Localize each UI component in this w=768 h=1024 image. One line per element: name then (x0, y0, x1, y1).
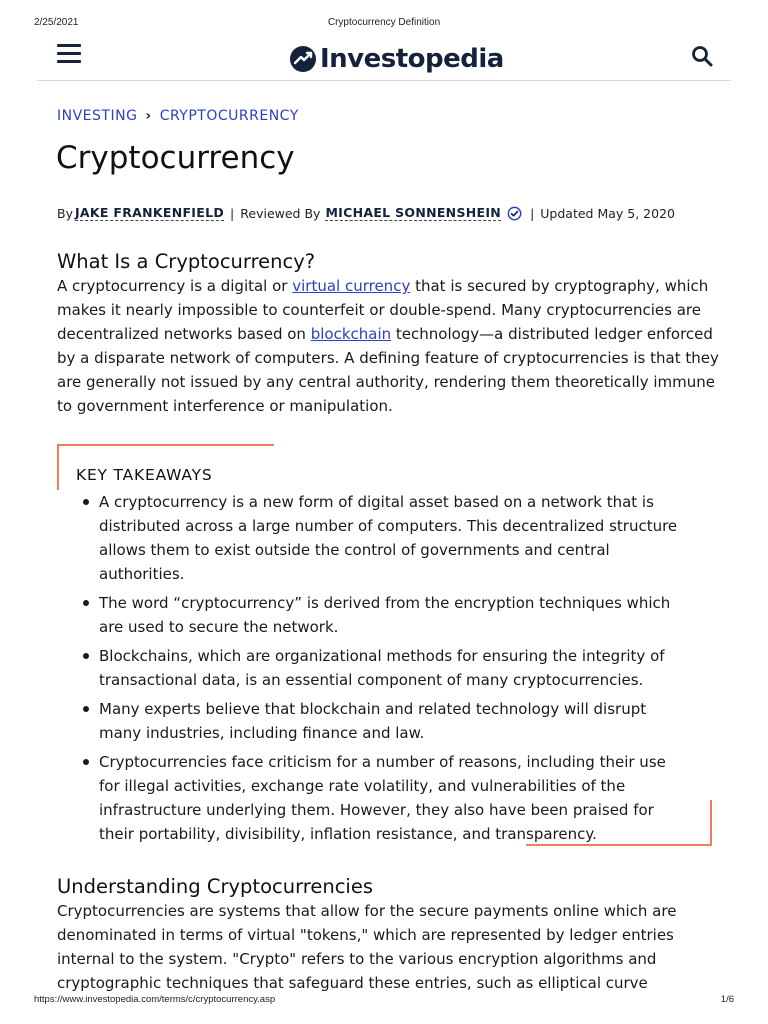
site-logo[interactable] (290, 43, 504, 75)
blockchain-link[interactable]: blockchain (310, 325, 392, 343)
byline-divider: | (230, 205, 235, 221)
page-title: Cryptocurrency (56, 140, 295, 176)
print-url: https://www.investopedia.com/terms/c/cryptocurrency.asp (34, 994, 276, 1005)
understanding-paragraph: Cryptocurrencies are systems that allow for the secure payments online which are denominated in terms of virtual "tokens," which are represented by ledger entries internal to the system. "Crypto" refers to the various encryption algorithms and cryptographic techniques that safeguard these entries, such as elliptical curve (57, 902, 677, 992)
print-document-title: Cryptocurrency Definition (327, 17, 441, 28)
key-takeaways-box (57, 444, 712, 846)
list-item: Blockchains, which are organizational methods for ensuring the integrity of transactional data, is an essential component of many cryptocurrencies. (79, 644, 691, 692)
logo-icon (290, 46, 316, 72)
search-icon[interactable] (690, 44, 714, 68)
breadcrumb-cryptocurrency[interactable]: CRYPTOCURRENCY (159, 108, 299, 124)
takeaway-border-right (710, 800, 712, 846)
takeaway-border-left (57, 444, 59, 490)
print-header (0, 17, 768, 31)
section-heading-what-is: What Is a Cryptocurrency? (57, 250, 316, 273)
takeaway-border-top (57, 444, 274, 446)
intro-text-b: that is secured by cryptography, which makes it nearly impossible to counterfeit or double-spend. Many cryptocurrencies are decentralized networks based on (57, 277, 709, 343)
list-item: A cryptocurrency is a new form of digital asset based on a network that is distributed across a large number of computers. This decentralized structure allows them to exist outside the control of governments and central authorities. (79, 490, 691, 586)
logo-text: Investopedia (320, 44, 504, 74)
list-item: The word “cryptocurrency” is derived from the encryption techniques which are used to secure the network. (79, 591, 691, 639)
key-takeaways-list (79, 490, 691, 851)
section-heading-understanding: Understanding Cryptocurrencies (57, 875, 373, 898)
updated-date: Updated May 5, 2020 (540, 205, 675, 221)
site-header (37, 36, 731, 81)
byline-divider: | (530, 205, 535, 221)
reviewed-by-label: Reviewed By (240, 205, 321, 221)
print-footer (0, 994, 768, 1008)
by-label: By (57, 205, 73, 221)
chevron-right-icon: › (145, 108, 152, 124)
intro-paragraph (57, 274, 721, 418)
list-item: Cryptocurrencies face criticism for a number of reasons, including their use for illegal activities, exchange rate volatility, and vulnerabilities of the infrastructure underlying them. However, they also have been praised for their portability, divisibility, inflation resistance, and transparency. (79, 750, 691, 846)
list-item: Many experts believe that blockchain and related technology will disrupt many industries, including finance and law. (79, 697, 691, 745)
breadcrumb (57, 108, 299, 124)
intro-text-c: technology—a distributed ledger enforced by a disparate network of computers. A defining feature of cryptocurrencies is that they are generally not issued by any central authority, rendering them theoretically immune to government interference or manipulation. (57, 325, 719, 415)
key-takeaways-heading: KEY TAKEAWAYS (76, 466, 213, 484)
byline (57, 205, 675, 221)
reviewer-link[interactable]: MICHAEL SONNENSHEIN (325, 205, 502, 220)
intro-text-a: A cryptocurrency is a digital or (57, 277, 293, 295)
verified-check-icon (507, 206, 522, 221)
breadcrumb-investing[interactable]: INVESTING (57, 108, 138, 124)
virtual-currency-link[interactable]: virtual currency (292, 277, 411, 295)
print-date: 2/25/2021 (34, 17, 79, 28)
author-link[interactable]: JAKE FRANKENFIELD (74, 205, 225, 220)
menu-icon[interactable] (57, 44, 81, 66)
page-number: 1/6 (720, 994, 734, 1005)
